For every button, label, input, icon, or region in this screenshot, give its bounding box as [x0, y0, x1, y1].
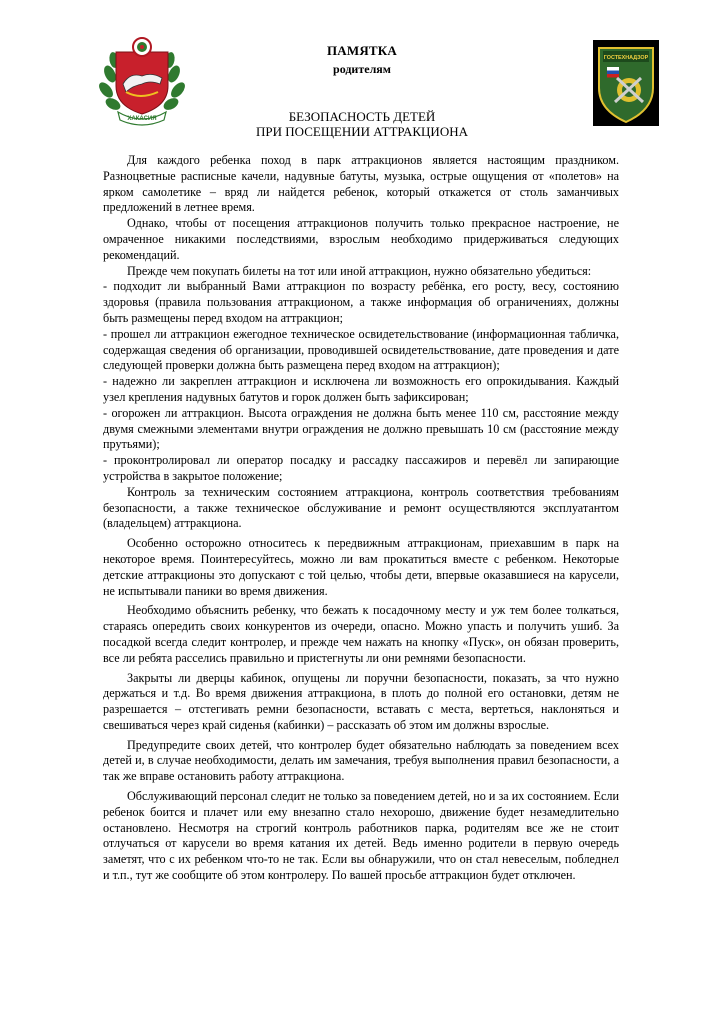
paragraph-before-tickets: Прежде чем покупать билеты на тот или иной аттракцион, нужно обязательно убедиться: — [127, 263, 592, 278]
paragraph-safety-bars: Закрыты ли дверцы кабинок, опущены ли поручни безопасности, показать, за что нужно держаться и т.д. Во время движения аттракциона, в плоть до полной его остановки, детям не разрешается – отстегивать ремни безопасности, вставать с места, вертеться, наклоняться и свешиваться через край сиденья (кабинки) – рассказать об этом им должны взрослые. — [103, 670, 619, 732]
page-subtitle: родителям — [333, 62, 391, 76]
checklist-item-fence: - огорожен ли аттракцион. Высота ограждения не должна быть менее 110 см, расстояние между двумя смежными элементами внутри ограждения не должно превышать 10 см (расстояние между прутьями); — [103, 405, 619, 452]
paragraph-boarding: Необходимо объяснить ребенку, что бежать к посадочному месту и уж тем более толкаться, стараясь опередить своих конкурентов из очереди, опасно. Можно упасть и получить ушиб. За посадкой всегда следит контролер, и прежде чем нажать на кнопку «Пуск», он обязан проверить, все ли ребята расселись правильно и пристегнуты ли они ремнями безопасности. — [103, 603, 619, 665]
emblem-left-label: ХАКАСИЯ — [127, 116, 157, 122]
paragraph-recommendations: Однако, чтобы от посещения аттракционов получить только прекрасное настроение, не омраченное никакими последствиями, взрослым необходимо придерживаться следующих рекомендаций. — [103, 216, 619, 262]
paragraph-intro: Для каждого ребенка поход в парк аттракционов является настоящим праздником. Разноцветные расписные качели, надувные батуты, музыка, острые ощущения от «полетов» на ярком самолетике – вряд ли найдется ребенок, который откажется от столь заманчивых предложений в летнее время. — [103, 153, 619, 215]
paragraph-staff: Обслуживающий персонал следит не только за поведением детей, но и за их состоянием. Если ребенок боится и плачет или ему внезапно стало нехорошо, движение будет незамедлительно остановлено. Несмотря на строгий контроль работников парка, родителям все же не стоит отлучаться от карусели во время катания их детей. Ведь именно родители в первую очередь заметят, что с их ребенком что-то не так. Если вы обнаружили, что он стал невеселым, побледнел и т.п., тут же сообщите об этом контролеру. По вашей просьбе аттракцион будет отключен. — [103, 789, 619, 883]
checklist-item-fixing: - надежно ли закреплен аттракцион и исключена ли возможность его опрокидывания. Каждый узел крепления надувных батутов и горок должен быть зафиксирован; — [103, 374, 619, 404]
document-body — [103, 153, 619, 884]
document-heading — [0, 109, 724, 139]
checklist-item-inspection: - прошел ли аттракцион ежегодное техническое освидетельствование (информационная табличка, содержащая сведения об организации, проводившей освидетельствование, дате проведения и дате следующей проверки должна быть размещена перед входом на аттракцион); — [103, 326, 619, 373]
document-heading-line1: БЕЗОПАСНОСТЬ ДЕТЕЙ — [288, 109, 436, 124]
checklist-item-operator: - проконтролировал ли оператор посадку и рассадку пассажиров и перевёл ли запирающие устройства в закрытое положение; — [103, 453, 619, 483]
paragraph-mobile-rides: Особенно осторожно относитесь к передвижным аттракционам, приехавшим в парк на некоторое время. Поинтересуйтесь, можно ли вам прокатиться вместе с ребенком. Некоторые детские аттракционы это допускают с той целью, чтобы дети, впервые оказавшиеся на карусели, не испытывали паники во время движения. — [103, 536, 619, 598]
checklist-item-age: - подходит ли выбранный Вами аттракцион по возрасту ребёнка, его росту, весу, состоянию здоровья (правила пользования аттракционом, а также информация об ограничениях, должны быть размещены перед входом на аттракцион; — [103, 279, 619, 325]
paragraph-warn-children: Предупредите своих детей, что контролер будет обязательно наблюдать за поведением всех детей и, в случае необходимости, делать им замечания, требуя выполнения правил безопасности, а так же вправе остановить работу аттракциона. — [103, 737, 619, 784]
paragraph-control: Контроль за техническим состоянием аттракциона, контроль соответствия требованиям безопасности, а также техническое обслуживание и ремонт осуществляются эксплуатантом (владельцем) аттракциона. — [103, 484, 619, 531]
document-heading-line2: ПРИ ПОСЕЩЕНИИ АТТРАКЦИОНА — [256, 124, 468, 139]
emblem-right-label: ГОСТЕХНАДЗОР — [603, 55, 649, 61]
page-title: ПАМЯТКА — [326, 43, 398, 58]
